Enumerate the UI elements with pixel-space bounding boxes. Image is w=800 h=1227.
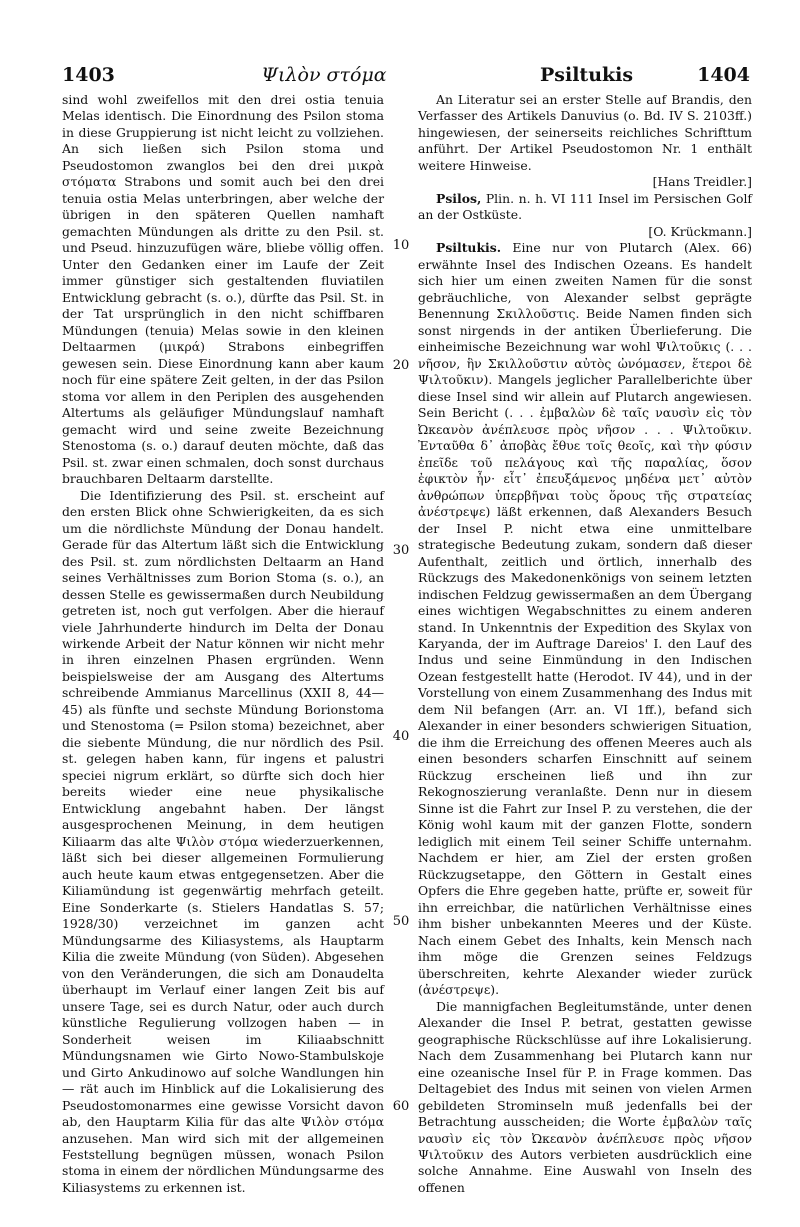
literature-paragraph: An Literatur sei an erster Stelle auf Brandis, den Verfasser des Artikels Danuvius (o. Bd. IV S. 2103ff.) hingewiesen, der seinerseits reichliches Schrifttum anführt. Der Artikel Pseudostomon Nr. 1 enthält weitere Hinweise.	[418, 92, 752, 173]
psilos-lemma: Psilos,	[436, 190, 482, 206]
left-running-title-text: Ψιλὸν στόμα	[261, 64, 387, 86]
psiltukis-text: Eine nur von Plutarch (Alex. 66) erwähnte Insel des Indischen Ozeans. Es handelt sich hier um einen zweiten Namen für die sonst gebräuchliche, von Alexander selbst geprägte Benennung Σκιλλοῦστις. Beide Namen finden sich sonst nirgends in der antiken Überlieferung. Die einheimische Bezeichnung war wohl Ψιλτοῦκις (. . . νῆσον, ἣν Σκιλλοῦστιν αὐτὸς ὠνόμασεν, ἕτεροι δὲ Ψιλτοῦκιν). Mangels jeglicher Parallelberichte über diese Insel sind wir allein auf Plutarch angewiesen. Sein Bericht (. . . ἐμβαλὼν δὲ ταῖς ναυσὶν εἰς τὸν Ὠκεανὸν ἀνέπλευσε πρὸς νῆσον . . . Ψιλτοῦκιν. Ἐνταῦθα δ᾽ ἀποβὰς ἔθυε τοῖς θεοῖς, καὶ τὴν φύσιν ἐπεῖδε τοῦ πελάγους καὶ τῆς παραλίας, ὅσον ἐφικτὸν ἦν· εἶτ᾽ ἐπευξάμενος μηδένα μετ᾽ αὐτὸν ἀνθρώπων ὑπερβῆναι τοὺς ὅρους τῆς στρατείας ἀνέστρεψε) läßt erkennen, daß Alexanders Besuch der Insel P. nicht etwa eine unmittelbare strategische Bedeutung zukam, sondern daß dieser Aufenthalt, zeitlich und örtlich, innerhalb des Rückzugs des Makedonenkönigs von seinem letzten indischen Feldzug gewissermaßen an dem Übergang eines wichtigen Wegabschnittes zu einem anderen stand. In Unkenntnis der Expedition des Skylax von Karyanda, der im Auftrage Dareios' I. den Lauf des Indus und seine Einmündung in den Indischen Ozean festgestellt hatte (Herodot. IV 44), und in der Vorstellung von einem Zusammenhang des Indus mit dem Nil befangen (Arr. an. VI 1ff.), befand sich Alexander in einer besonders schwierigen Situation, die ihm die Erreichung des offenen Meeres auch als einen besonders scharfen Einschnitt auf seinem Rückzug erscheinen ließ und ihn zur Rekognoszierung veranlaßte. Denn nur in diesem Sinne ist die Fahrt zur Insel P. zu verstehen, die der König wohl kaum mit der ganzen Flotte, sondern lediglich mit einem Teil seiner Schiffe unternahm. Nachdem er hier, am Ziel der ersten großen Rückzugsetappe, den Göttern in Gestalt eines Opfers die Ehre gegeben hatte, prüfte er, soweit für ihn erreichbar, die natürlichen Verhältnisse eines ihm bisher unbekannten Meeres und der Küste. Nach einem Gebet des Inhalts, kein Mensch nach ihm möge die Grenzen seines Feldzugs überschreiten, kehrte Alexander wieder zurück (ἀνέστρεψε).	[418, 240, 752, 998]
author-signature-treidler: [Hans Treidler.]	[652, 174, 752, 190]
line-number-60: 60	[392, 1099, 410, 1114]
psiltukis-paragraph-2: Die mannigfachen Begleitumstände, unter denen Alexander die Insel P. betrat, gestatten gewisse geographische Rückschlüsse auf ihre Lokalisierung. Nach dem Zusammenhang bei Plutarch kann nur eine ozeanische Insel für P. in Frage kommen. Das Deltagebiet des Indus mit seinen von vielen Armen gebildeten Strominseln muß jedenfalls bei der Betrachtung ausscheiden; die Worte ἐμβαλὼν ταῖς ναυσὶν εἰς τὸν Ὠκεανὸν ἀνέπλευσε πρὸς νῆσον Ψιλτοῦκιν des Autors verbieten ausdrücklich eine solche Annahme. Eine Auswahl von Inseln des offenen	[418, 998, 752, 1195]
left-page-number: 1403	[62, 64, 115, 86]
psilos-entry	[418, 191, 752, 224]
psiltukis-lemma: Psiltukis.	[436, 240, 502, 256]
left-running-title	[0, 62, 800, 88]
line-number-30: 30	[392, 543, 410, 558]
left-column	[62, 92, 384, 1196]
line-number-20: 20	[392, 358, 410, 373]
left-paragraph-2: Die Identifizierung des Psil. st. erscheint auf den ersten Blick ohne Schwierigkeiten, da es sich um die nördlichste Mündung der Donau handelt. Gerade für das Altertum läßt sich die Entwicklung des Psil. st. zum nördlichsten Deltaarm an Hand seines Verhältnisses zum Borion Stoma (s. o.), an dessen Stelle es gewissermaßen durch Neubildung getreten ist, noch gut verfolgen. Aber die hierauf viele Jahrhunderte hindurch im Delta der Donau wirkende Arbeit der Natur können wir nicht mehr in ihren einzelnen Phasen ergründen. Wenn beispielsweise der am Ausgang des Altertums schreibende Ammianus Marcellinus (XXII 8, 44—45) als fünfte und sechste Mündung Borionstoma und Stenostoma (= Psilon stoma) bezeichnet, aber die siebente Mündung, die nur nördlich des Psil. st. gelegen haben kann, für ingens et palustri speciei nigrum erklärt, so dürfte sich doch hier bereits wieder eine neue physikalische Entwicklung angebahnt haben. Der längst ausgesprochenen Meinung, in dem heutigen Kiliaarm das alte Ψιλὸν στόμα wiederzuerkennen, läßt sich bei dieser allgemeinen Formulierung auch heute kaum etwas entgegensetzen. Aber die Kiliamündung ist gegenwärtig mehrfach geteilt. Eine Sonderkarte (s. Stielers Handatlas S. 57; 1928/30) verzeichnet im ganzen acht Mündungsarme des Kiliasystems, als Hauptarm Kilia die zweite Mündung (von Süden). Abgesehen von den Veränderungen, die sich am Donaudelta überhaupt im Verlauf einer langen Zeit bis auf unsere Tage, sei es durch Natur, oder auch durch künstliche Regulierung vollzogen haben — in Sonderheit weisen im Kiliaabschnitt Mündungsnamen wie Girto Nowo-Stambulskoje und Girto Ankudinowo auf solche Wandlungen hin — rät auch im Hinblick auf die Lokalisierung des Pseudostomonarmes eine gewisse Vorsicht davon ab, den Hauptarm Kilia für das alte Ψιλὸν στόμα anzusehen. Man wird sich mit der allgemeinen Feststellung begnügen müssen, wonach Psilon stoma in einem der nördlichen Mündungsarme des Kiliasystems zu erkennen ist.	[62, 487, 384, 1195]
psilos-text: Plin. n. h. VI 111 Insel im Persischen Golf an der Ostküste.	[418, 190, 752, 223]
psiltukis-entry	[418, 240, 752, 998]
author-signature-kruckmann: [O. Krückmann.]	[648, 223, 752, 239]
right-running-title: Psiltukis	[540, 64, 634, 86]
line-number-40: 40	[392, 729, 410, 744]
right-page-number: 1404	[697, 64, 750, 86]
line-number-10: 10	[392, 238, 410, 253]
left-paragraph-1: sind wohl zweifellos mit den drei ostia tenuia Melas identisch. Die Einordnung des Psilon stoma in diese Gruppierung ist nicht leicht zu vollziehen. An sich ließen sich Psilon stoma und Pseudostomon zwanglos bei den drei μικρὰ στόματα Strabons und somit auch bei den drei tenuia ostia Melas unterbringen, aber welche der übrigen in den späteren Quellen namhaft gemachten Mündungen als dritte zu den Psil. st. und Pseud. hinzuzufügen wäre, bliebe völlig offen. Unter den Gedanken einer im Laufe der Zeit immer günstiger sich gestaltenden fluviatilen Entwicklung gebracht (s. o.), dürfte das Psil. St. in der Tat ursprünglich in den nicht schiffbaren Mündungen (tenuia) Melas sowie in den kleinen Deltaarmen (μικρά) Strabons einbegriffen gewesen sein. Diese Einordnung kann aber kaum noch für eine spätere Zeit gelten, in der das Psilon stoma vor allem in den Periplen des ausgehenden Altertums als geläufiger Mündungslauf namhaft gemacht wird und seine zweite Bezeichnung Stenostoma (s. o.) darauf deuten möchte, daß das Psil. st. zwar einen schmalen, doch sonst durchaus brauchbaren Deltaarm darstellte.	[62, 92, 384, 487]
line-number-50: 50	[392, 914, 410, 929]
right-column	[418, 92, 752, 1196]
